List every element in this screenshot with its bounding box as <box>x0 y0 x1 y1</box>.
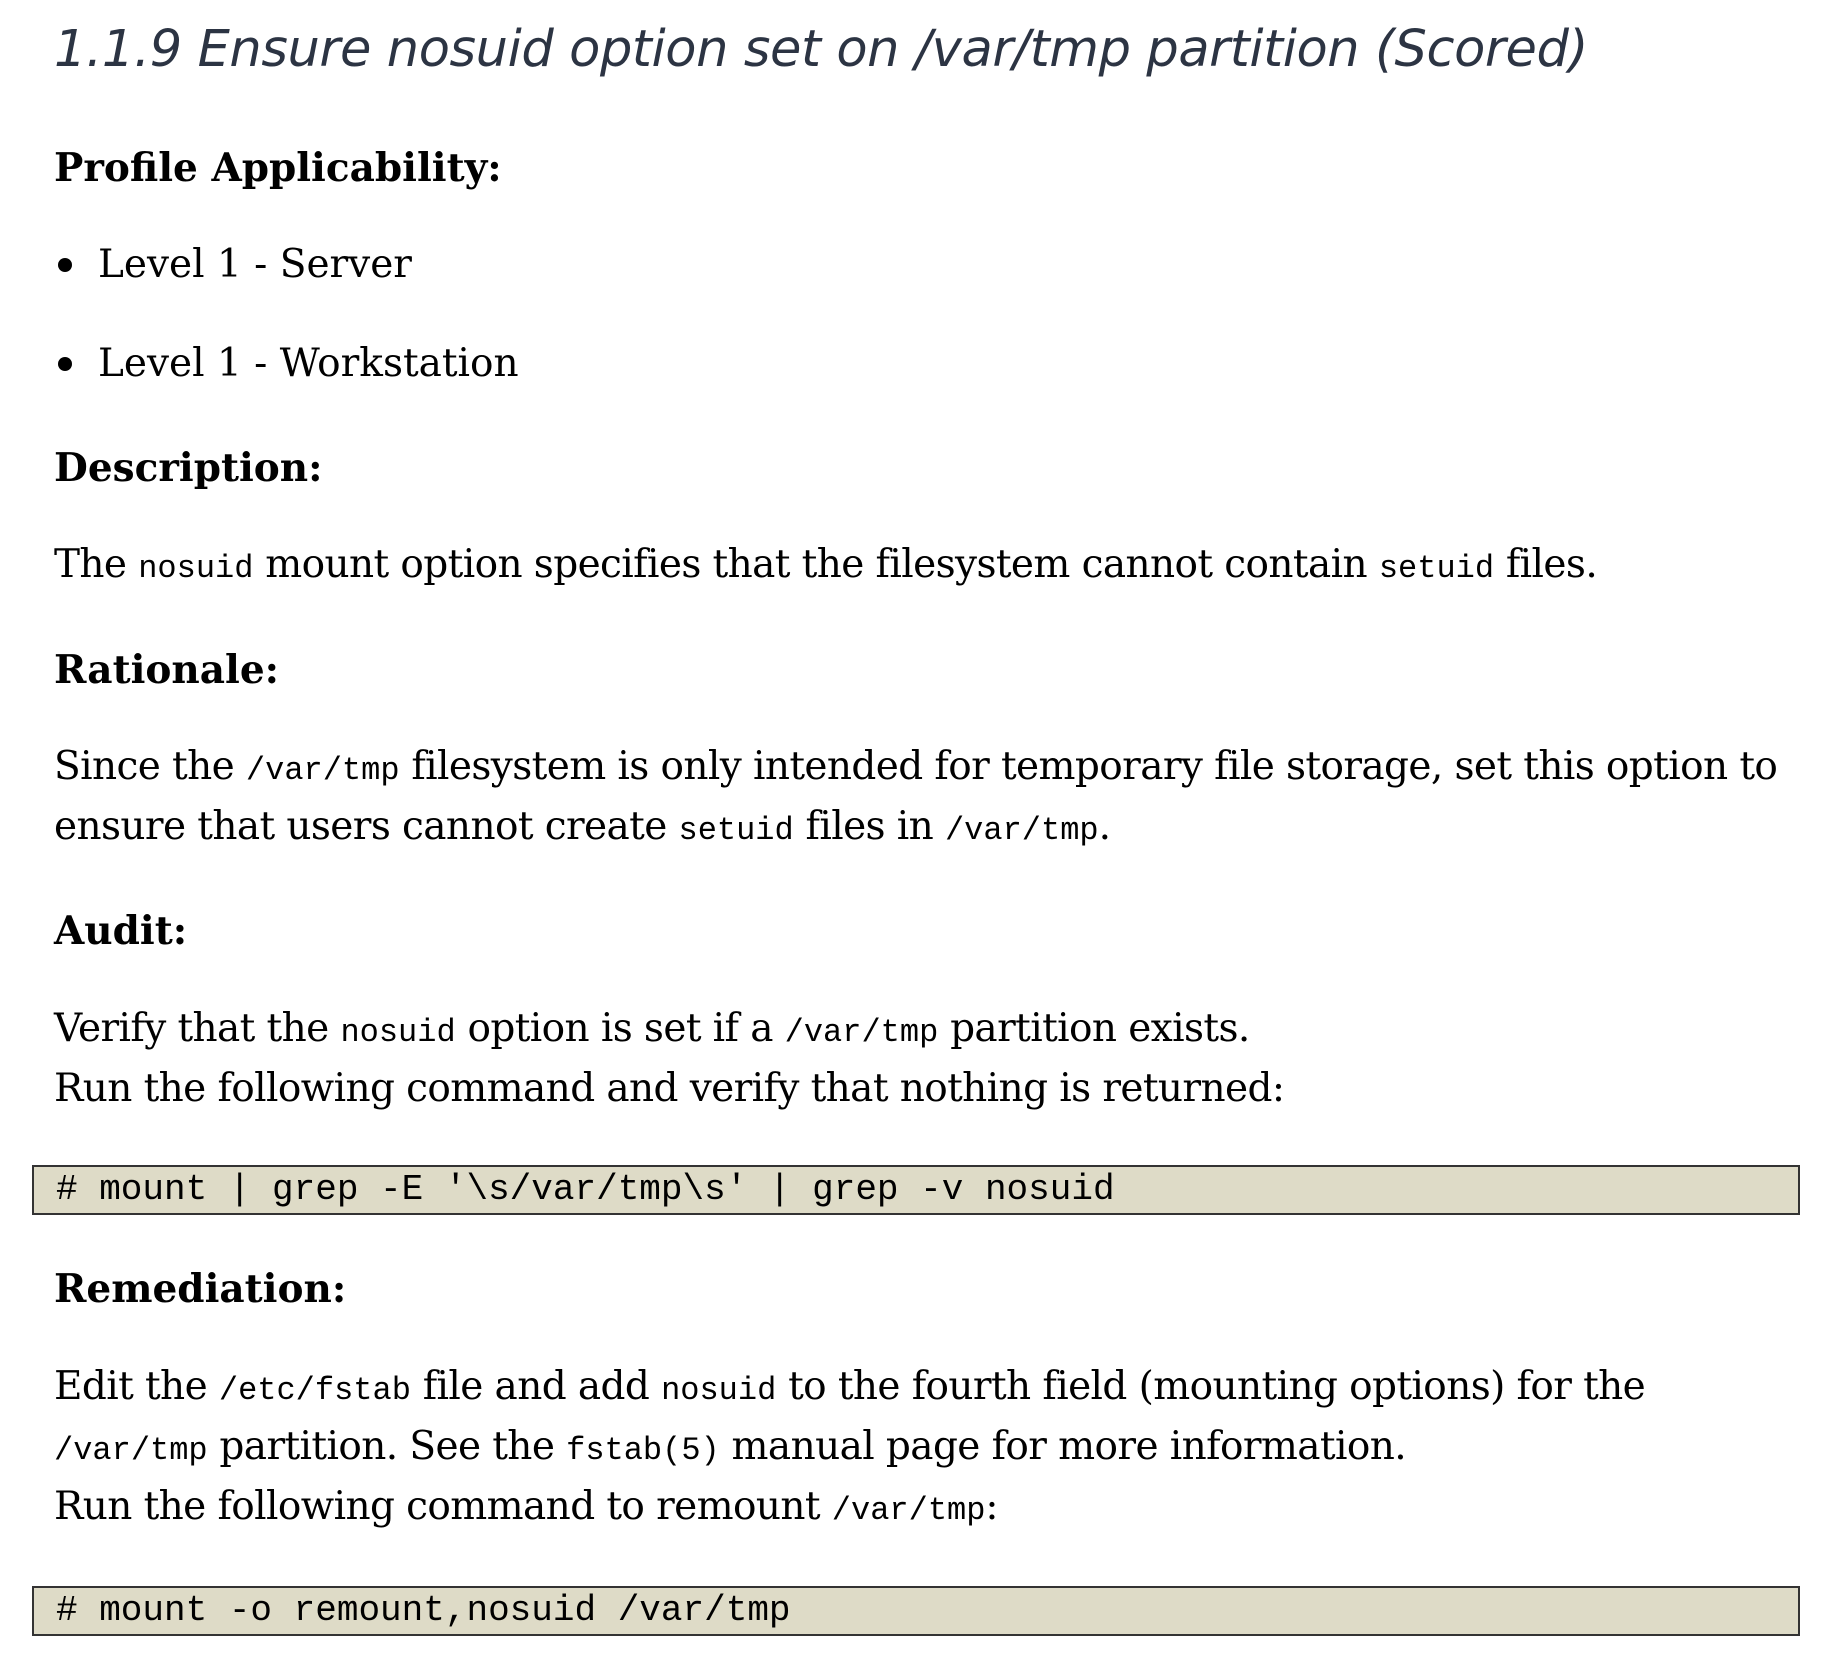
text-run: . <box>1098 804 1111 849</box>
text-run: Since the <box>54 744 246 789</box>
text-run: manual page for more information. <box>719 1424 1407 1469</box>
text-run: Verify that the <box>54 1006 341 1051</box>
inline-code: /var/tmp <box>245 752 400 789</box>
audit-command-block: # mount | grep -E '\s/var/tmp\s' | grep -v nosuid <box>32 1165 1800 1215</box>
inline-code: nosuid <box>661 1372 777 1409</box>
text-run: filesystem is only intended for temporary file storage, set this option to <box>399 744 1778 789</box>
audit-line-2: Run the following command and verify that nothing is returned: <box>54 1066 1285 1111</box>
inline-code: /var/tmp <box>944 812 1099 849</box>
remediation-command-block: # mount -o remount,nosuid /var/tmp <box>32 1586 1800 1636</box>
inline-code: nosuid <box>340 1014 456 1051</box>
text-run: Run the following command to remount <box>54 1484 832 1529</box>
text-run: partition exists. <box>938 1006 1250 1051</box>
audit-heading: Audit: <box>54 908 188 954</box>
rationale-line-2 <box>54 797 1110 861</box>
inline-code: /var/tmp <box>784 1014 939 1051</box>
inline-code: /etc/fstab <box>218 1372 411 1409</box>
description-text <box>54 535 1597 599</box>
bullet-icon <box>58 357 72 371</box>
audit-line-1 <box>54 999 1250 1063</box>
inline-code: nosuid <box>138 550 254 587</box>
section-title: 1.1.9 Ensure nosuid option set on /var/tmp partition (Scored) <box>54 20 1588 79</box>
text-run: partition. See the <box>207 1424 567 1469</box>
profile-level-server <box>54 240 412 290</box>
inline-code: /var/tmp <box>831 1492 986 1529</box>
profile-level-label: Level 1 - Server <box>98 242 412 287</box>
text-run: files in <box>793 804 945 849</box>
text-run: to the fourth field (mounting options) for the <box>776 1364 1646 1409</box>
description-heading: Description: <box>54 445 323 491</box>
profile-level-label: Level 1 - Workstation <box>98 341 519 386</box>
rationale-line-1 <box>54 737 1777 801</box>
inline-code: /var/tmp <box>54 1432 208 1469</box>
remediation-line-3 <box>54 1477 998 1541</box>
remediation-line-2 <box>54 1417 1406 1481</box>
text-run: mount option specifies that the filesystem cannot contain <box>253 542 1379 587</box>
text-run: : <box>985 1484 998 1529</box>
text-run: ensure that users cannot create <box>54 804 679 849</box>
inline-code: fstab(5) <box>566 1432 720 1469</box>
rationale-heading: Rationale: <box>54 647 280 693</box>
text-run: file and add <box>410 1364 662 1409</box>
remediation-line-1 <box>54 1357 1645 1421</box>
text-run: The <box>54 542 139 587</box>
text-run: option is set if a <box>455 1006 785 1051</box>
inline-code: setuid <box>678 812 794 849</box>
text-run: files. <box>1494 542 1598 587</box>
text-run: Edit the <box>54 1364 219 1409</box>
profile-level-workstation <box>54 339 519 389</box>
bullet-icon <box>58 258 72 272</box>
profile-applicability-heading: Profile Applicability: <box>54 145 502 191</box>
inline-code: setuid <box>1378 550 1495 587</box>
remediation-heading: Remediation: <box>54 1266 347 1312</box>
